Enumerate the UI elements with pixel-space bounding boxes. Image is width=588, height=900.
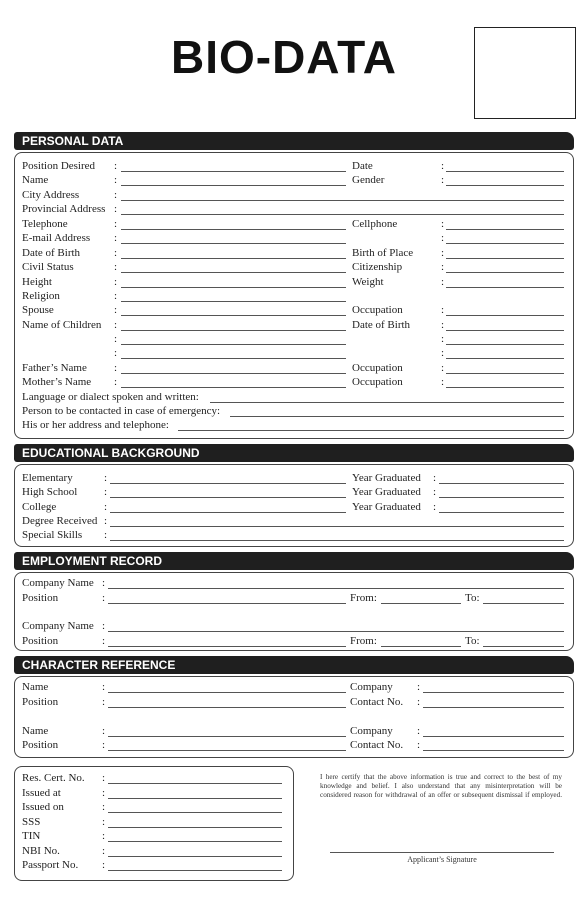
- field-cellphone[interactable]: [446, 229, 564, 230]
- colon: :: [114, 333, 118, 345]
- colon: :: [114, 276, 118, 288]
- label-email: E-mail Address: [22, 232, 91, 244]
- label-company-name-2: Company Name: [22, 620, 94, 632]
- label-passport-no: Passport No.: [22, 859, 79, 871]
- colon: :: [102, 739, 106, 751]
- colon: :: [441, 160, 445, 172]
- field-father-occupation[interactable]: [446, 373, 564, 374]
- field-child-1[interactable]: [121, 330, 346, 331]
- label-gender: Gender: [352, 174, 385, 186]
- field-gender[interactable]: [446, 185, 564, 186]
- field-language[interactable]: [210, 402, 564, 403]
- field-name[interactable]: [121, 185, 346, 186]
- field-provincial-address[interactable]: [121, 214, 564, 215]
- field-ref-name-1[interactable]: [108, 692, 346, 693]
- label-child-date-of-birth: Date of Birth: [352, 319, 411, 331]
- colon: :: [102, 801, 106, 813]
- label-date: Date: [352, 160, 373, 172]
- field-telephone[interactable]: [121, 229, 346, 230]
- field-child-dob-1[interactable]: [446, 330, 564, 331]
- field-civil-status[interactable]: [121, 272, 346, 273]
- colon: :: [102, 577, 106, 589]
- label-position-desired: Position Desired: [22, 160, 96, 172]
- colon: :: [114, 218, 118, 230]
- label-spouse-occupation: Occupation: [352, 304, 403, 316]
- label-ref-contact-1: Contact No.: [350, 696, 404, 708]
- field-res-cert-no[interactable]: [108, 783, 282, 784]
- colon: :: [102, 816, 106, 828]
- label-res-cert-no: Res. Cert. No.: [22, 772, 85, 784]
- label-elementary: Elementary: [22, 472, 73, 484]
- section-header-personal: PERSONAL DATA: [14, 132, 574, 150]
- colon: :: [104, 529, 108, 541]
- field-year-college[interactable]: [439, 512, 564, 513]
- label-ref-company-2: Company: [350, 725, 393, 737]
- field-position-1[interactable]: [108, 603, 346, 604]
- label-from-1: From:: [350, 592, 377, 604]
- colon: :: [114, 189, 118, 201]
- field-company-name-2[interactable]: [108, 631, 564, 632]
- colon: :: [102, 845, 106, 857]
- field-ref-position-2[interactable]: [108, 750, 346, 751]
- field-date[interactable]: [446, 171, 564, 172]
- field-ref-position-1[interactable]: [108, 707, 346, 708]
- colon: :: [441, 376, 445, 388]
- field-birth-place[interactable]: [446, 258, 564, 259]
- colon: :: [114, 261, 118, 273]
- label-from-2: From:: [350, 635, 377, 647]
- label-telephone: Telephone: [22, 218, 68, 230]
- colon: :: [104, 486, 108, 498]
- label-year-graduated-elementary: Year Graduated: [352, 472, 421, 484]
- field-ref-company-2[interactable]: [423, 736, 564, 737]
- label-fathers-name: Father’s Name: [22, 362, 87, 374]
- colon: :: [441, 261, 445, 273]
- colon: :: [114, 304, 118, 316]
- label-language: Language or dialect spoken and written:: [22, 391, 199, 403]
- field-elementary[interactable]: [110, 483, 346, 484]
- label-to-1: To:: [465, 592, 480, 604]
- employment-box: [14, 572, 574, 651]
- label-religion: Religion: [22, 290, 60, 302]
- label-mother-occupation: Occupation: [352, 376, 403, 388]
- field-emergency-contact[interactable]: [230, 416, 564, 417]
- label-father-occupation: Occupation: [352, 362, 403, 374]
- field-height[interactable]: [121, 287, 346, 288]
- colon: :: [441, 347, 445, 359]
- colon: :: [114, 319, 118, 331]
- field-child-2[interactable]: [121, 344, 346, 345]
- colon: :: [433, 501, 437, 513]
- field-from-2[interactable]: [381, 646, 461, 647]
- field-company-name-1[interactable]: [108, 588, 564, 589]
- label-position-1: Position: [22, 592, 59, 604]
- label-tin: TIN: [22, 830, 41, 842]
- label-to-2: To:: [465, 635, 480, 647]
- label-college: College: [22, 501, 57, 513]
- label-ref-company-1: Company: [350, 681, 393, 693]
- label-citizenship: Citizenship: [352, 261, 403, 273]
- colon: :: [104, 501, 108, 513]
- field-ref-contact-1[interactable]: [423, 707, 564, 708]
- label-year-graduated-college: Year Graduated: [352, 501, 421, 513]
- label-degree-received: Degree Received: [22, 515, 98, 527]
- field-ref-company-1[interactable]: [423, 692, 564, 693]
- colon: :: [102, 635, 106, 647]
- field-sss[interactable]: [108, 827, 282, 828]
- colon: :: [417, 681, 421, 693]
- colon: :: [104, 515, 108, 527]
- label-position-2: Position: [22, 635, 59, 647]
- field-weight[interactable]: [446, 287, 564, 288]
- label-sss: SSS: [22, 816, 41, 828]
- label-name-of-children: Name of Children: [22, 319, 102, 331]
- field-mothers-name[interactable]: [121, 387, 346, 388]
- field-nbi-no[interactable]: [108, 856, 282, 857]
- colon: :: [114, 362, 118, 374]
- colon: :: [102, 696, 106, 708]
- colon: :: [441, 232, 445, 244]
- colon: :: [114, 232, 118, 244]
- field-passport-no[interactable]: [108, 870, 282, 871]
- field-position-desired[interactable]: [121, 171, 346, 172]
- field-date-of-birth[interactable]: [121, 258, 346, 259]
- field-child-dob-2[interactable]: [446, 344, 564, 345]
- field-to-2[interactable]: [483, 646, 564, 647]
- signature-label: Applicant’s Signature: [407, 855, 477, 864]
- field-special-skills[interactable]: [110, 540, 564, 541]
- colon: :: [114, 347, 118, 359]
- field-citizenship[interactable]: [446, 272, 564, 273]
- field-religion[interactable]: [121, 301, 346, 302]
- page-title: BIO-DATA: [170, 31, 398, 83]
- label-issued-on: Issued on: [22, 801, 64, 813]
- colon: :: [441, 319, 445, 331]
- label-mothers-name: Mother’s Name: [22, 376, 92, 388]
- signature-line[interactable]: [330, 852, 554, 853]
- field-issued-at[interactable]: [108, 798, 282, 799]
- section-header-education: EDUCATIONAL BACKGROUND: [14, 444, 574, 462]
- colon: :: [102, 787, 106, 799]
- label-emergency-address: His or her address and telephone:: [22, 419, 169, 431]
- section-header-character: CHARACTER REFERENCE: [14, 656, 574, 674]
- field-city-address[interactable]: [121, 200, 564, 201]
- field-fathers-name[interactable]: [121, 373, 346, 374]
- field-year-high-school[interactable]: [439, 497, 564, 498]
- colon: :: [114, 247, 118, 259]
- colon: :: [417, 696, 421, 708]
- colon: :: [433, 472, 437, 484]
- colon: :: [441, 218, 445, 230]
- field-year-elementary[interactable]: [439, 483, 564, 484]
- label-name: Name: [22, 174, 49, 186]
- label-issued-at: Issued at: [22, 787, 61, 799]
- colon: :: [114, 160, 118, 172]
- education-box: [14, 464, 574, 547]
- label-ref-position-1: Position: [22, 696, 59, 708]
- colon: :: [104, 472, 108, 484]
- colon: :: [441, 362, 445, 374]
- colon: :: [102, 772, 106, 784]
- field-child-3[interactable]: [121, 358, 346, 359]
- character-box: [14, 676, 574, 758]
- colon: :: [441, 304, 445, 316]
- field-college[interactable]: [110, 512, 346, 513]
- label-weight: Weight: [352, 276, 384, 288]
- field-ref-contact-2[interactable]: [423, 750, 564, 751]
- field-high-school[interactable]: [110, 497, 346, 498]
- photo-box[interactable]: [474, 27, 576, 119]
- field-from-1[interactable]: [381, 603, 461, 604]
- colon: :: [114, 376, 118, 388]
- label-cellphone: Cellphone: [352, 218, 398, 230]
- label-ref-name-2: Name: [22, 725, 49, 737]
- certification-statement: I here certify that the above information is true and correct to the best of my knowledge and belief. I also understand that any misinterpretation will be considered reason for withdrawal of an offer or subsequent dismissal if employed.: [320, 773, 562, 799]
- label-date-of-birth: Date of Birth: [22, 247, 81, 259]
- colon: :: [114, 174, 118, 186]
- colon: :: [441, 174, 445, 186]
- colon: :: [102, 830, 106, 842]
- colon: :: [102, 725, 106, 737]
- label-civil-status: Civil Status: [22, 261, 74, 273]
- label-ref-position-2: Position: [22, 739, 59, 751]
- colon: :: [102, 592, 106, 604]
- field-cellphone-2[interactable]: [446, 243, 564, 244]
- colon: :: [102, 620, 106, 632]
- field-to-1[interactable]: [483, 603, 564, 604]
- label-nbi-no: NBI No.: [22, 845, 60, 857]
- field-spouse-occupation[interactable]: [446, 315, 564, 316]
- colon: :: [433, 486, 437, 498]
- colon: :: [417, 725, 421, 737]
- field-tin[interactable]: [108, 841, 282, 842]
- label-spouse: Spouse: [22, 304, 54, 316]
- label-company-name-1: Company Name: [22, 577, 94, 589]
- colon: :: [114, 203, 118, 215]
- colon: :: [441, 247, 445, 259]
- section-header-employment: EMPLOYMENT RECORD: [14, 552, 574, 570]
- colon: :: [441, 333, 445, 345]
- colon: :: [441, 276, 445, 288]
- label-emergency-contact: Person to be contacted in case of emergency:: [22, 405, 221, 417]
- field-child-dob-3[interactable]: [446, 358, 564, 359]
- label-high-school: High School: [22, 486, 78, 498]
- label-birth-place: Birth of Place: [352, 247, 414, 259]
- label-city-address: City Address: [22, 189, 80, 201]
- field-position-2[interactable]: [108, 646, 346, 647]
- field-spouse[interactable]: [121, 315, 346, 316]
- label-special-skills: Special Skills: [22, 529, 83, 541]
- field-mother-occupation[interactable]: [446, 387, 564, 388]
- field-issued-on[interactable]: [108, 812, 282, 813]
- field-ref-name-2[interactable]: [108, 736, 346, 737]
- label-ref-name-1: Name: [22, 681, 49, 693]
- label-ref-contact-2: Contact No.: [350, 739, 404, 751]
- colon: :: [114, 290, 118, 302]
- field-degree-received[interactable]: [110, 526, 564, 527]
- colon: :: [417, 739, 421, 751]
- field-emergency-address[interactable]: [178, 430, 564, 431]
- label-year-graduated-high-school: Year Graduated: [352, 486, 421, 498]
- colon: :: [102, 681, 106, 693]
- label-height: Height: [22, 276, 52, 288]
- colon: :: [102, 859, 106, 871]
- label-provincial-address: Provincial Address: [22, 203, 106, 215]
- field-email[interactable]: [121, 243, 346, 244]
